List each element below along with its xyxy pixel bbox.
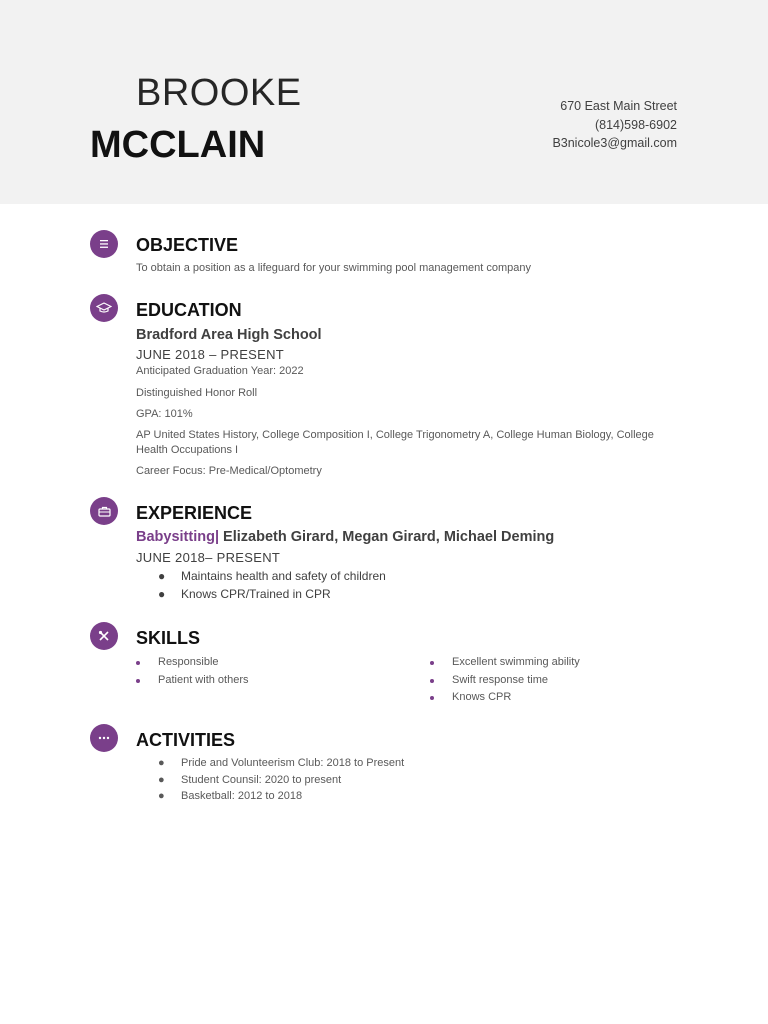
resume-header: [0, 0, 768, 204]
ellipsis-icon: [90, 724, 118, 752]
job-role: Babysitting|: [136, 529, 220, 545]
email: B3nicole3@gmail.com: [552, 136, 677, 150]
graduation-cap-icon: [90, 294, 118, 322]
bullet: ●: [158, 757, 165, 769]
bullet: ●: [158, 774, 165, 786]
bullet: ●: [158, 587, 166, 601]
activity-item: Pride and Volunteerism Club: 2018 to Present: [181, 757, 405, 769]
activity-item: Basketball: 2012 to 2018: [181, 790, 303, 802]
first-name: BROOKE: [136, 72, 302, 114]
experience-title: EXPERIENCE: [136, 503, 253, 523]
contact-info: [552, 97, 677, 153]
school-name: Bradford Area High School: [136, 327, 322, 343]
experience-dates: JUNE 2018– PRESENT: [136, 550, 281, 565]
address: 670 East Main Street: [560, 99, 677, 113]
education-line: AP United States History, College Composition I, College Trigonometry A, College Human Biology, College Health Occupations I: [136, 429, 654, 456]
education-line: Anticipated Graduation Year: 2022: [136, 365, 304, 377]
skills-title: SKILLS: [136, 628, 201, 648]
bullet: ●: [158, 569, 166, 583]
education-line: Distinguished Honor Roll: [136, 387, 258, 399]
list-icon: [90, 230, 118, 258]
experience-bullet: Maintains health and safety of children: [181, 569, 386, 583]
phone: (814)598-6902: [594, 117, 677, 132]
activities-title: ACTIVITIES: [136, 730, 236, 750]
activity-item: Student Counsil: 2020 to present: [181, 774, 342, 786]
tools-icon: [90, 622, 118, 650]
objective-title: OBJECTIVE: [136, 235, 239, 255]
education-dates: JUNE 2018 – PRESENT: [136, 347, 285, 362]
job-employer: Elizabeth Girard, Megan Girard, Michael Deming: [223, 529, 555, 545]
objective-text: To obtain a position as a lifeguard for your swimming pool management company: [136, 262, 531, 274]
education-line: GPA: 101%: [136, 408, 193, 420]
briefcase-icon: [90, 497, 118, 525]
last-name: MCCLAIN: [90, 124, 266, 166]
job-heading: [136, 529, 554, 545]
experience-bullet: Knows CPR/Trained in CPR: [181, 587, 331, 601]
bullet: ●: [158, 790, 165, 802]
education-line: Career Focus: Pre-Medical/Optometry: [136, 465, 322, 477]
education-title: EDUCATION: [136, 300, 242, 320]
